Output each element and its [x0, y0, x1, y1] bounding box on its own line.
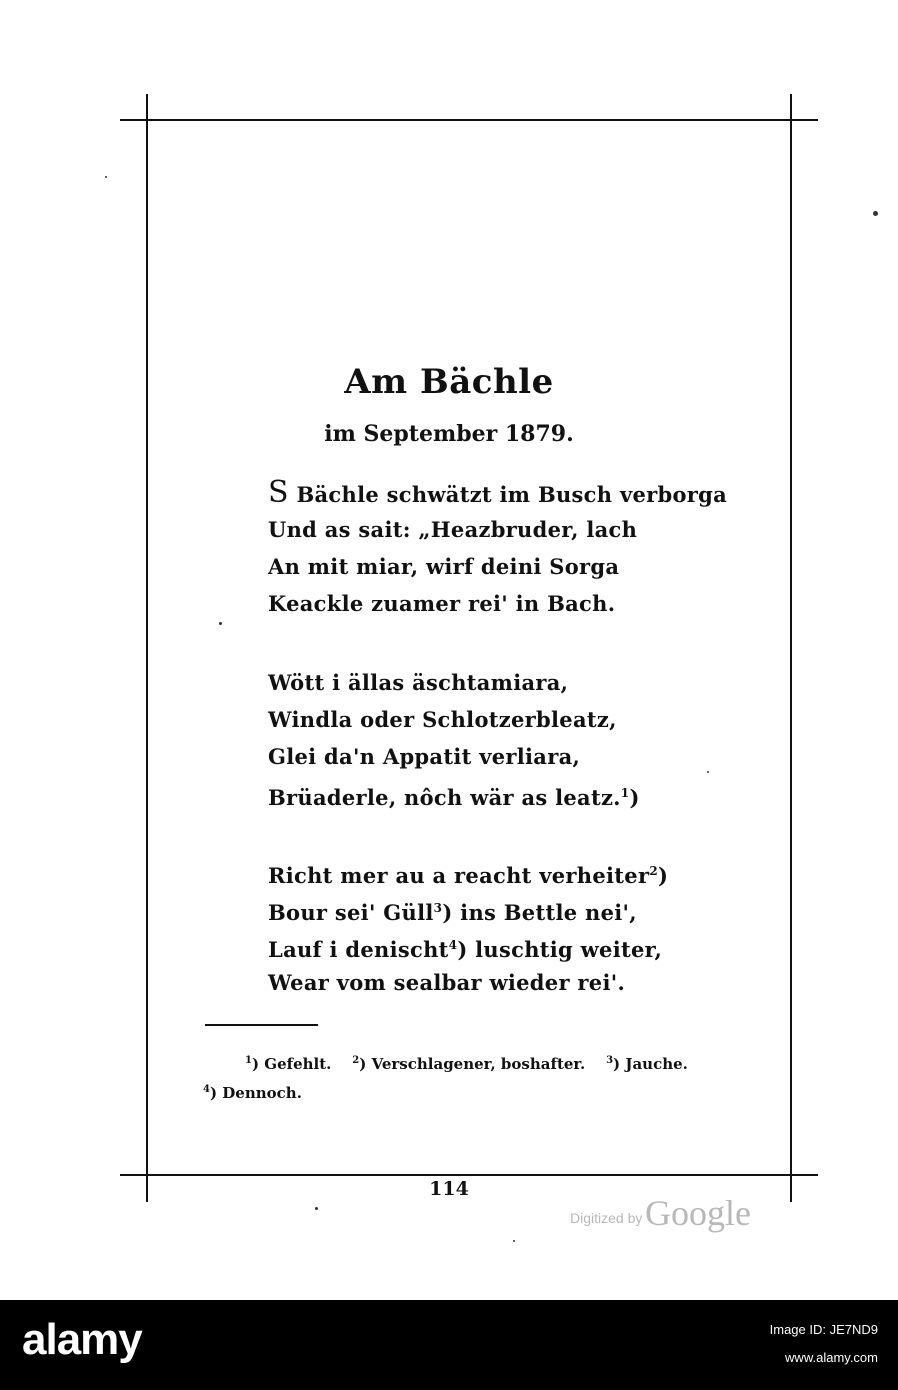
footnote-marker: 1 — [620, 786, 630, 800]
paper-speck — [873, 211, 878, 216]
verse-line — [268, 511, 727, 548]
footnote-mark: 2 — [352, 1055, 360, 1066]
verse-line — [268, 474, 727, 511]
footnote-3 — [606, 1055, 688, 1073]
verse-line — [268, 701, 640, 738]
verse-text-tail: ) ins Bettle nei', — [442, 900, 637, 925]
footnote-rule — [205, 1024, 318, 1026]
bottom-border-rule — [120, 1174, 818, 1176]
banner-url: www.alamy.com — [785, 1350, 878, 1365]
footnote-text: ) Gefehlt. — [251, 1055, 332, 1073]
paper-speck — [707, 771, 709, 773]
footnote-text: ) Jauche. — [613, 1055, 688, 1073]
verse-text: Und as sait: „Heazbruder, lach — [268, 517, 638, 542]
verse-line — [268, 890, 668, 927]
paper-speck — [105, 176, 107, 178]
right-border-rule — [790, 94, 792, 1202]
verse-line — [268, 548, 727, 585]
left-border-rule — [146, 94, 148, 1202]
verse-line — [268, 585, 727, 622]
verse-text: Bächle schwätzt im Busch verborga — [288, 482, 728, 507]
verse-text-tail: ) luschtig weiter, — [457, 937, 663, 962]
footnote-text: ) Dennoch. — [209, 1084, 302, 1102]
paper-speck — [219, 622, 222, 625]
drop-initial: S — [268, 475, 289, 510]
footnote-text: ) Verschlagener, boshafter. — [359, 1055, 586, 1073]
verse-text-tail: ) — [657, 863, 669, 888]
verse-text: Keackle zuamer rei' in Bach. — [268, 591, 616, 616]
google-watermark-logo: Google — [645, 1193, 751, 1233]
verse-text: Glei da'n Appatit verliara, — [268, 744, 581, 769]
verse-line — [268, 927, 668, 964]
verse-line — [268, 853, 668, 890]
footnote-marker: 4 — [448, 938, 458, 952]
paper-speck — [315, 1207, 318, 1210]
footnote-line-1 — [245, 1055, 688, 1073]
footnote-1 — [245, 1055, 331, 1073]
verse-text-tail: ) — [629, 785, 640, 810]
stanza-1 — [268, 474, 727, 622]
footnote-marker: 3 — [433, 901, 443, 915]
image-id-label: Image ID: JE7ND9 — [769, 1322, 878, 1337]
footnote-2 — [352, 1055, 585, 1073]
verse-text: An mit miar, wirf deini Sorga — [268, 554, 620, 579]
poem-title: Am Bächle — [344, 362, 554, 402]
footnote-marker: 2 — [649, 864, 658, 878]
stanza-3 — [268, 853, 668, 1001]
footnote-line-2 — [203, 1084, 302, 1102]
verse-line — [268, 775, 640, 812]
verse-text: Wött i ällas äschtamiara, — [268, 670, 569, 695]
footnote-4 — [203, 1084, 302, 1102]
verse-text: Windla oder Schlotzerbleatz, — [268, 707, 617, 732]
stanza-2 — [268, 664, 640, 812]
paper-speck — [513, 1240, 515, 1242]
digitized-by-label: Digitized by — [570, 1210, 643, 1226]
top-border-rule — [120, 119, 818, 121]
footnote-mark: 1 — [245, 1055, 252, 1066]
poem-subtitle: im September 1879. — [324, 421, 574, 447]
alamy-logo: alamy — [22, 1315, 142, 1364]
footnote-mark: 4 — [203, 1084, 210, 1095]
verse-text: Brüaderle, nôch wär as leatz. — [268, 785, 621, 810]
footnote-mark: 3 — [606, 1055, 614, 1066]
verse-line — [268, 664, 640, 701]
verse-line — [268, 738, 640, 775]
verse-text: Wear vom sealbar wieder rei'. — [268, 970, 626, 995]
verse-text: Lauf i denischt — [268, 937, 449, 962]
page-number: 114 — [429, 1178, 469, 1200]
verse-line — [268, 964, 668, 1001]
verse-text: Bour sei' Güll — [268, 900, 434, 925]
verse-text: Richt mer au a reacht verheiter — [268, 863, 650, 888]
